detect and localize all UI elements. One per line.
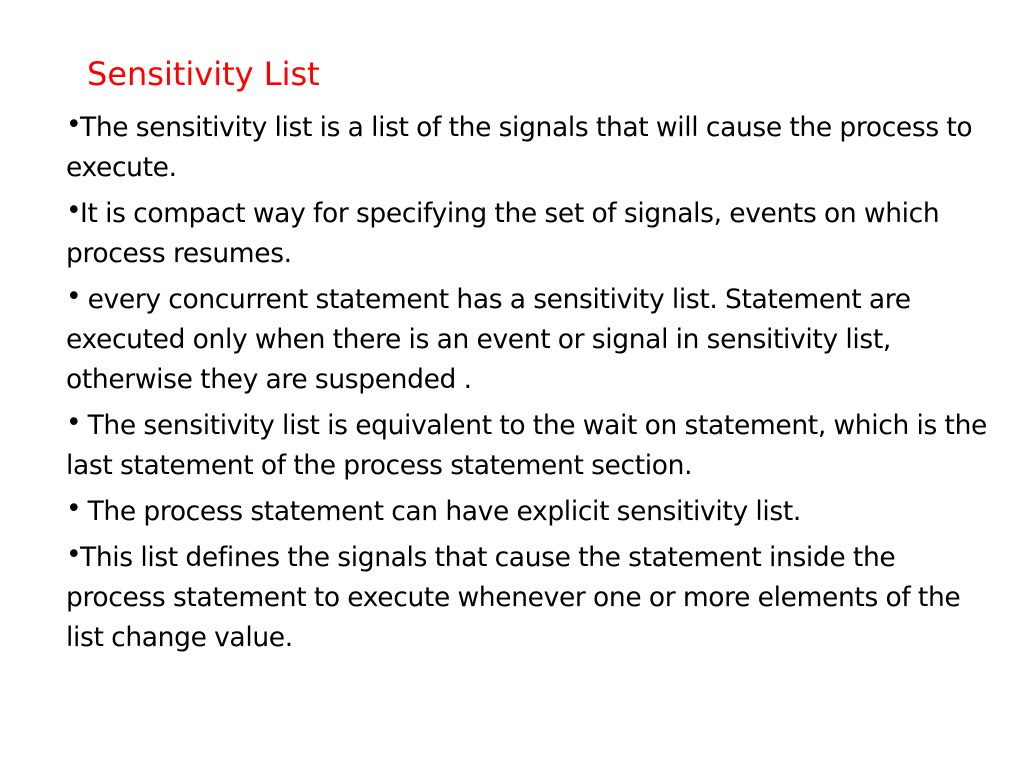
bullet-icon: • <box>66 407 82 438</box>
bullet-text: It is compact way for specifying the set of signals, events on which process resumes. <box>66 198 940 269</box>
bullet-text: This list defines the signals that cause the statement inside the process statement to execute whenever one or more elements of the list change value. <box>66 542 961 653</box>
bullet-icon: • <box>66 195 82 226</box>
bullet-icon: • <box>66 493 82 524</box>
bullet-text: The sensitivity list is equivalent to the wait on statement, which is the last statement of the process statement section. <box>66 410 987 481</box>
bullet-text: The sensitivity list is a list of the signals that will cause the process to execute. <box>66 112 973 183</box>
bullet-icon: • <box>66 281 82 312</box>
slide-title: Sensitivity List <box>87 55 320 93</box>
bullet-text: every concurrent statement has a sensitivity list. Statement are executed only when there is an event or signal in sensitivity list, otherwise they are suspended . <box>66 284 911 395</box>
bullet-item <box>66 406 996 486</box>
bullet-item <box>66 538 996 658</box>
bullet-item <box>66 194 996 274</box>
bullet-list <box>66 108 996 664</box>
bullet-item <box>66 492 996 532</box>
bullet-icon: • <box>66 539 82 570</box>
bullet-item <box>66 108 996 188</box>
bullet-item <box>66 280 996 400</box>
bullet-text: The process statement can have explicit sensitivity list. <box>80 496 801 527</box>
bullet-icon: • <box>66 109 82 140</box>
